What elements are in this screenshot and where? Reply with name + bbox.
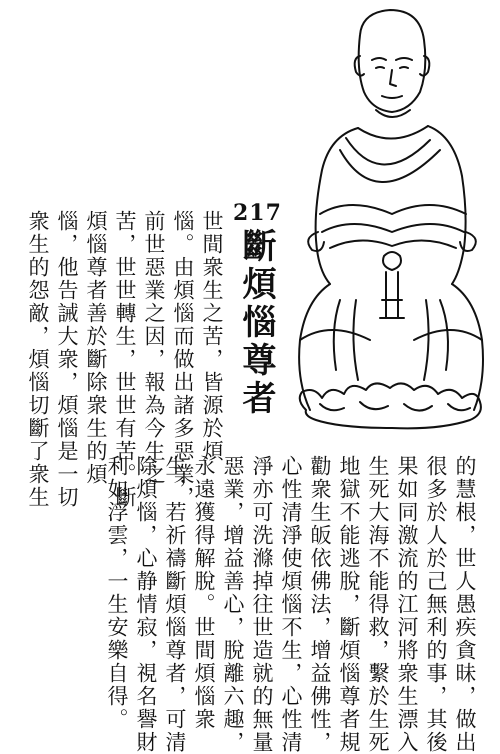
lower-text-column: 很多於人於己無利的事，其後 bbox=[424, 455, 448, 754]
lower-text-column: 地獄不能逃脫，斷煩惱尊者規 bbox=[337, 455, 361, 754]
upper-text-column: 惱，他告誡大衆，煩惱是一切 bbox=[55, 210, 79, 509]
arhat-head bbox=[359, 10, 426, 112]
robe-base bbox=[300, 383, 481, 428]
page-title: 斷煩惱尊者 bbox=[236, 228, 276, 418]
upper-text-column: 惱。由煩惱而做出諸多惡業， bbox=[171, 210, 195, 509]
upper-text-column: 煩惱尊者善於斷除衆生的煩 bbox=[84, 210, 108, 486]
entry-number: 217 bbox=[233, 200, 282, 226]
lower-text-column: 心性清淨使煩惱不生，心性清 bbox=[279, 455, 303, 754]
upper-text-column: 衆生的怨敵，煩惱切斷了衆生 bbox=[26, 210, 50, 509]
lower-text-column: 惡業，增益善心，脫離六趣， bbox=[221, 455, 245, 754]
upper-text-column: 苦，世世轉生，世世有苦。斷 bbox=[113, 210, 137, 509]
lower-text-column: 果如同激流的江河將衆生漂入 bbox=[395, 455, 419, 754]
lower-text-column: 勸衆生皈依佛法，增益佛性， bbox=[308, 455, 332, 754]
lower-text-column: 生，若祈禱斷煩惱尊者，可清 bbox=[163, 455, 187, 754]
lower-text-column: 除煩惱，心静情寂，視名譽財 bbox=[134, 455, 158, 754]
lower-text-column: 淨亦可洗滌掉往世造就的無量 bbox=[250, 455, 274, 754]
lower-text-column: 生死大海不能得救，繫於生死 bbox=[366, 455, 390, 754]
lower-text-column: 永遠獲得解脫。世間煩惱衆 bbox=[192, 455, 216, 731]
lower-text-column: 的慧根，世人愚疾貪昧，做出 bbox=[453, 455, 477, 754]
upper-text-column: 前世惡業之因，報為今生之 bbox=[142, 210, 166, 486]
lower-text-column: 利如浮雲，一生安樂自得。 bbox=[105, 455, 129, 731]
upper-text-column: 世間衆生之苦，皆源於煩 bbox=[200, 210, 224, 463]
